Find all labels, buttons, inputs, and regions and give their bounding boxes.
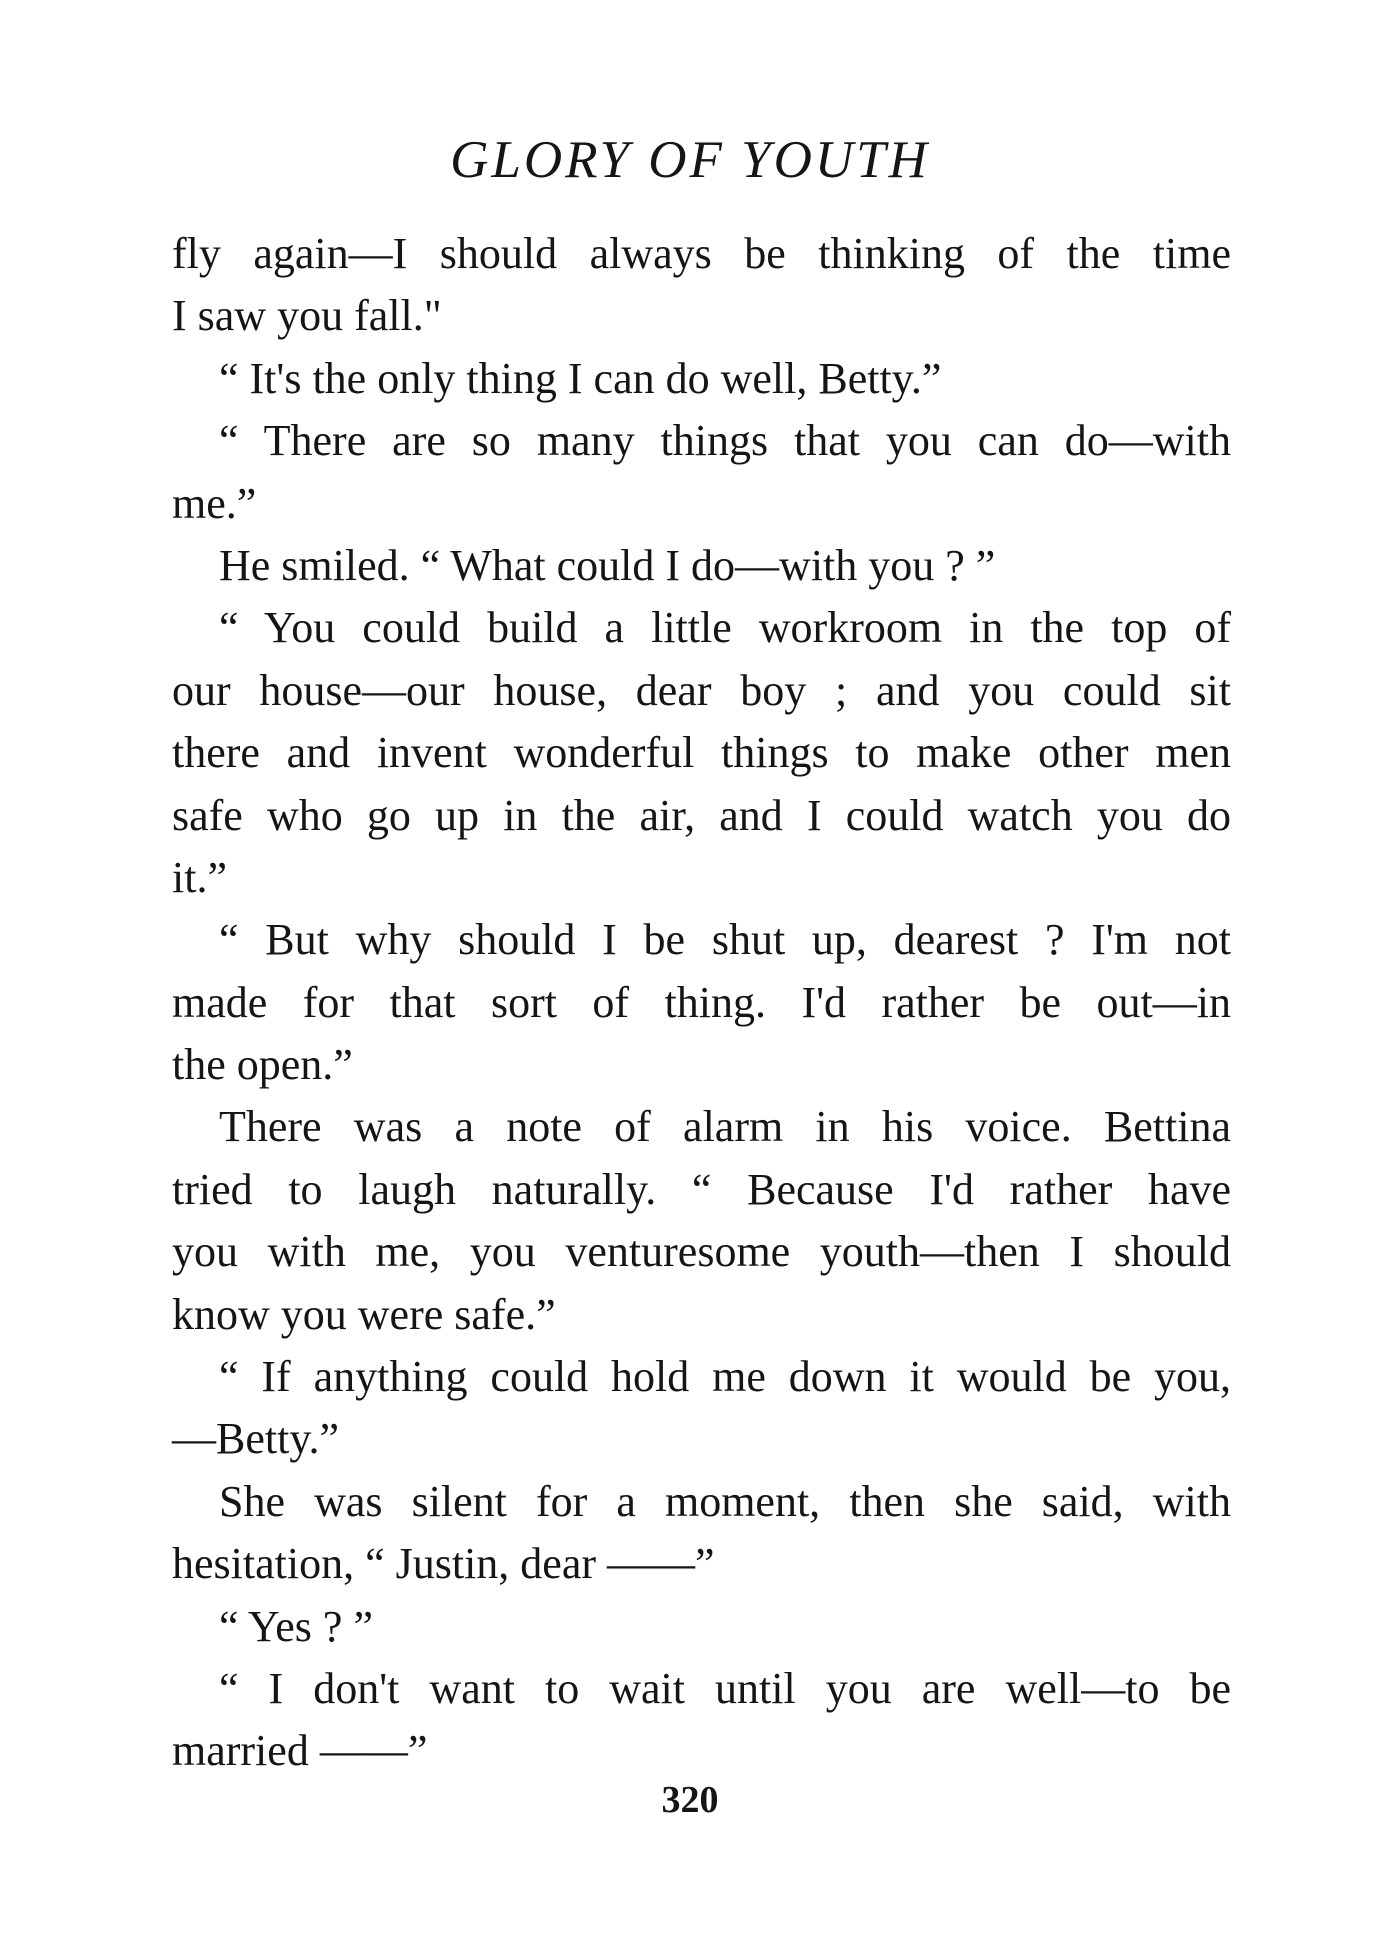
text-line: She was silent for a moment, then she said, with <box>219 1476 1231 1526</box>
text-line: He smiled. “ What could I do—with you ? ” <box>219 540 996 590</box>
text-line: me.” <box>172 478 257 528</box>
body-text <box>172 223 1231 1783</box>
text-line: There was a note of alarm in his voice. Bettina <box>219 1102 1231 1152</box>
text-line: “ You could build a little workroom in the top of <box>219 603 1231 653</box>
text-line: tried to laugh naturally. “ Because I'd rather have <box>172 1164 1231 1214</box>
text-line: the open.” <box>172 1040 353 1090</box>
text-line: “ If anything could hold me down it would be you, <box>219 1352 1231 1402</box>
text-line: fly again—I should always be thinking of the time <box>172 229 1231 278</box>
text-line: hesitation, “ Justin, dear ——” <box>172 1539 715 1589</box>
text-line: “ I don't want to wait until you are well—to be <box>219 1663 1231 1713</box>
text-line: “ There are so many things that you can do—with <box>219 416 1231 466</box>
text-line: you with me, you venturesome youth—then I should <box>172 1227 1231 1277</box>
text-line: safe who go up in the air, and I could watch you do <box>172 790 1231 840</box>
text-line: made for that sort of thing. I'd rather be out—in <box>172 977 1231 1027</box>
running-head: GLORY OF YOUTH <box>450 131 930 189</box>
text-line: married ——” <box>172 1726 428 1776</box>
text-line: know you were safe.” <box>172 1289 556 1339</box>
text-line: “ It's the only thing I can do well, Betty.” <box>219 353 942 403</box>
text-line: “ But why should I be shut up, dearest ? I'm not <box>219 915 1231 965</box>
page-number: 320 <box>661 1779 719 1821</box>
text-line: it.” <box>172 852 227 902</box>
text-line: I saw you fall." <box>172 291 442 341</box>
text-line: there and invent wonderful things to make other men <box>172 728 1231 778</box>
text-line: —Betty.” <box>172 1414 339 1464</box>
text-line: “ Yes ? ” <box>219 1601 373 1651</box>
text-line: our house—our house, dear boy ; and you could sit <box>172 665 1231 715</box>
